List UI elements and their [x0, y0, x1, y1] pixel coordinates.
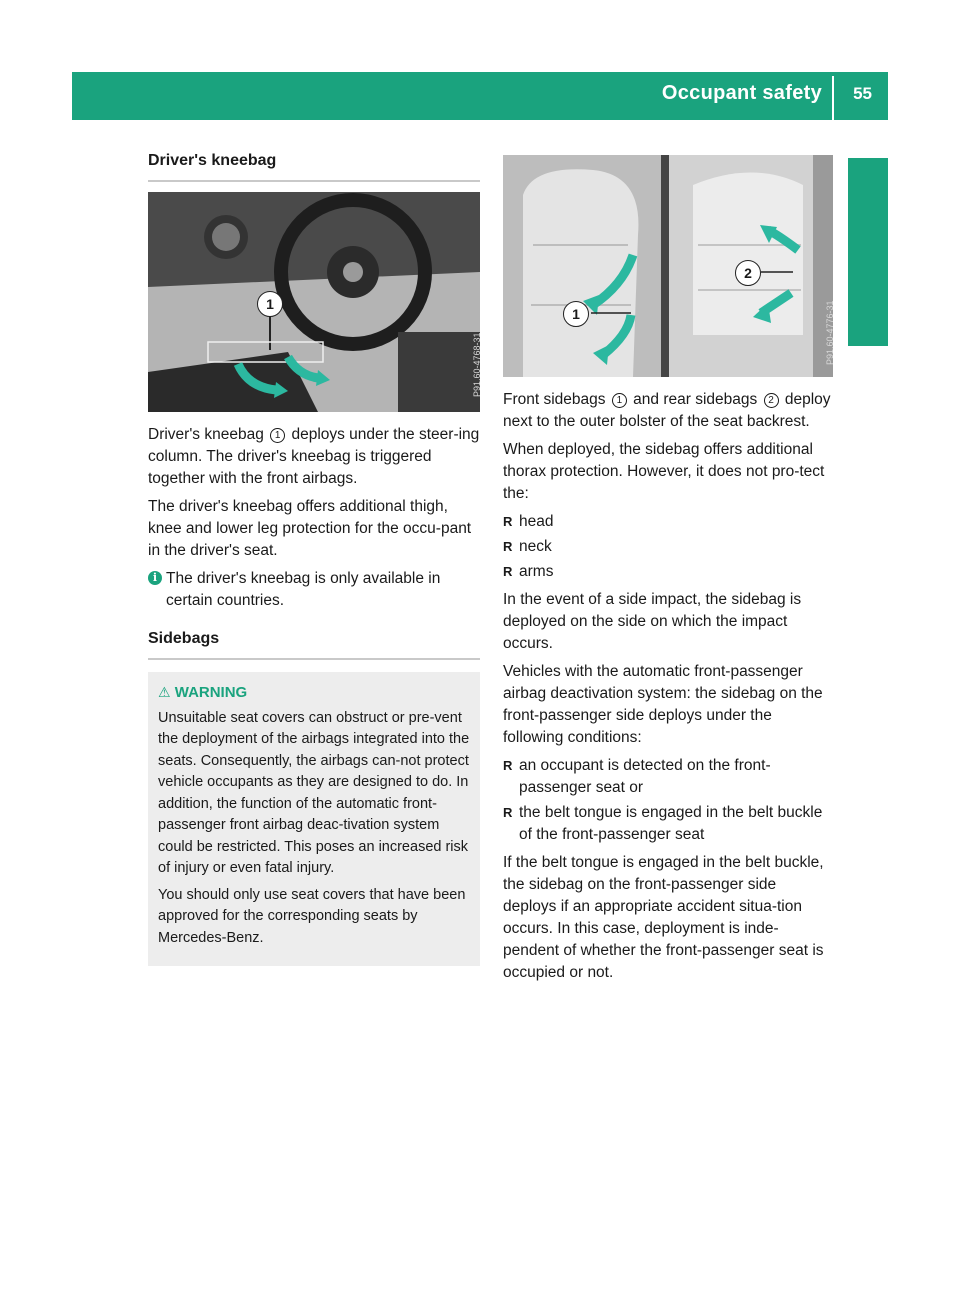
kneebag-photo-icon: [148, 192, 480, 412]
list-item: R the belt tongue is engaged in the belt buckle of the front-passenger seat: [503, 802, 833, 846]
warning-paragraph-2: You should only use seat covers that have been approved for the corresponding seats by Mercedes-Benz.: [158, 886, 466, 946]
left-column: [148, 150, 480, 966]
sidebag-p1-part-b: and rear sidebags: [633, 391, 758, 408]
warning-paragraph-1: Unsuitable seat covers can obstruct or pre-vent the deployment of the airbags integrated into the seats. Consequently, the airbags can-not protect vehicle occupants as they are designed to do. In addition, the function of the automatic front-passenger front airbag deac-tivation system could be restricted. This poses an increased risk of injury or even fatal injury.: [158, 709, 470, 876]
ref-number-1: 1: [270, 428, 285, 443]
section-tab: [848, 158, 888, 500]
list-item: R neck: [503, 536, 833, 558]
sidebag-paragraph-5: If the belt tongue is engaged in the belt buckle, the sidebag on the front-passenger side deploys if an appropriate accident situa-tion occurs. In this case, deployment is inde-pendent of whether the front-passenger seat is occupied or not.: [503, 854, 824, 981]
header-divider: [832, 76, 834, 120]
sidebag-photo-icon: [503, 155, 833, 377]
page-header: [72, 72, 888, 120]
sidebag-paragraph-3: In the event of a side impact, the sidebag is deployed on the side on which the impact occurs.: [503, 591, 802, 652]
kneebag-illustration: [148, 192, 480, 412]
kneebag-p1-part-a: Driver's kneebag: [148, 426, 264, 443]
list-item: R head: [503, 511, 833, 533]
kneebag-image-code: P91.60-4768-31: [472, 332, 482, 397]
kneebag-note-text: The driver's kneebag is only available in certain countries.: [166, 570, 441, 609]
warning-triangle-icon: ⚠: [158, 684, 171, 700]
kneebag-heading: Driver's kneebag: [148, 150, 480, 182]
sidebag-p1-part-c: deploy next to the outer bolster of the seat backrest.: [503, 391, 831, 430]
warning-header: [158, 682, 470, 704]
kneebag-callout-1: 1: [257, 291, 283, 317]
sidebag-image-code: P91.60-4776-31: [825, 300, 835, 365]
section-tab-label: Safety: [852, 439, 874, 500]
sidebag-p1-part-a: Front sidebags: [503, 391, 606, 408]
kneebag-p1-part-b: deploys under the steer-ing column. The driver's kneebag is triggered together with the front airbags.: [148, 426, 480, 487]
warning-title: WARNING: [174, 684, 248, 701]
sidebags-heading: Sidebags: [148, 628, 480, 660]
list-item: R an occupant is detected on the front-passenger seat or: [503, 755, 833, 799]
kneebag-paragraph-1: [148, 424, 480, 490]
page-number: 55: [853, 84, 872, 103]
sidebag-callout-2: 2: [735, 260, 761, 286]
sidebag-paragraph-2: When deployed, the sidebag offers additional thorax protection. However, it does not pro-tect the:: [503, 441, 825, 502]
sidebag-paragraph-1: [503, 389, 833, 433]
kneebag-paragraph-2: The driver's kneebag offers additional thigh, knee and lower leg protection for the occu-pant in the driver's seat.: [148, 498, 472, 559]
ref-number-2: 2: [764, 393, 779, 408]
right-column: [503, 150, 833, 990]
ref-number-1: 1: [612, 393, 627, 408]
kneebag-note: [148, 568, 480, 612]
sidebag-paragraph-4: Vehicles with the automatic front-passenger airbag deactivation system: the sidebag on the front-passenger side deploys under the following conditions:: [503, 663, 823, 746]
header-title: Occupant safety: [661, 82, 822, 104]
warning-box: [148, 672, 480, 966]
info-icon: i: [148, 571, 162, 585]
sidebag-callout-1: 1: [563, 301, 589, 327]
list-item: R arms: [503, 561, 833, 583]
sidebag-illustration: [503, 155, 833, 377]
